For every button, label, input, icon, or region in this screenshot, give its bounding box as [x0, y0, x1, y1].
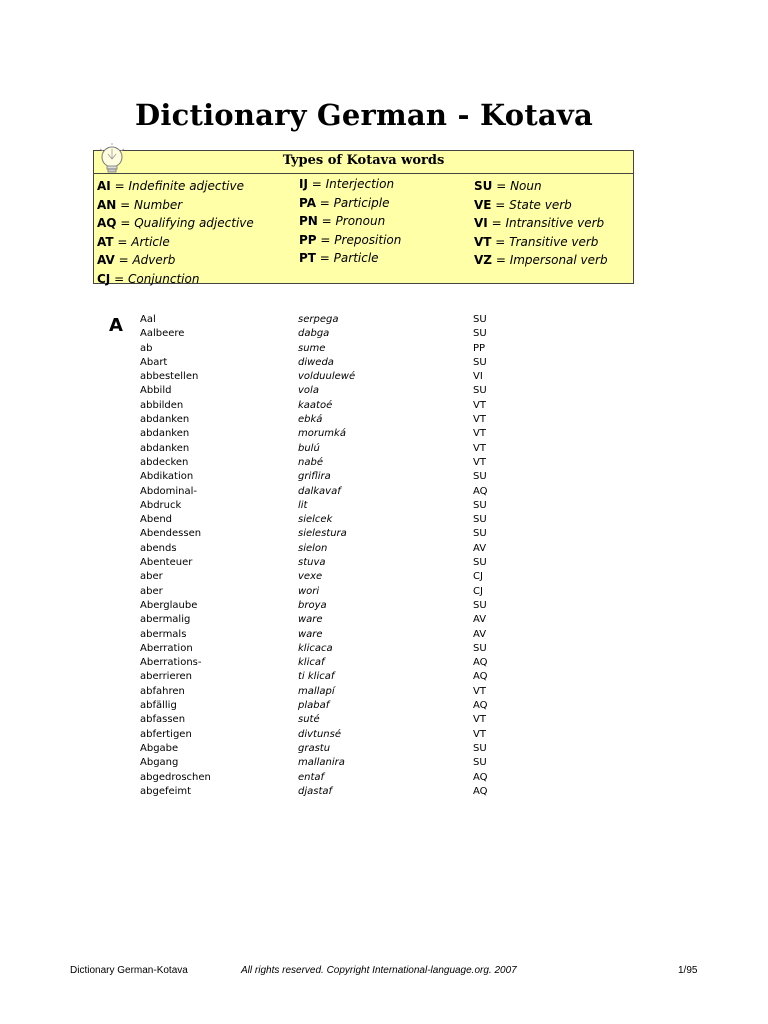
legend-item: AQ = Qualifying adjective	[97, 216, 254, 230]
footer-document-title: Dictionary German-Kotava	[70, 965, 188, 976]
kotava-word: griflira	[298, 471, 331, 483]
german-word: Abendessen	[140, 528, 202, 540]
german-word: abermals	[140, 628, 187, 640]
word-type: SU	[473, 599, 487, 611]
kotava-word: sielcek	[298, 514, 333, 526]
kotava-word: diweda	[298, 356, 334, 368]
word-type: VT	[473, 685, 486, 697]
kotava-word: bulú	[298, 442, 320, 454]
legend-item: AV = Adverb	[97, 253, 176, 267]
legend-item: PT = Particle	[299, 251, 379, 265]
kotava-word: volduulewé	[298, 371, 356, 383]
german-word: abfahren	[140, 685, 185, 697]
german-word: ab	[140, 342, 153, 354]
word-type: SU	[473, 314, 487, 325]
german-word: Aalbeere	[140, 328, 185, 340]
german-word: abbilden	[140, 399, 184, 411]
german-word: Aberrations-	[140, 657, 202, 669]
word-type: SU	[473, 642, 487, 654]
word-type: AQ	[473, 671, 488, 683]
german-word: abdanken	[140, 442, 190, 454]
kotava-word: vola	[298, 385, 319, 397]
german-word: abfertigen	[140, 728, 192, 740]
legend-item: AI = Indefinite adjective	[97, 179, 244, 193]
kotava-word: ware	[298, 628, 323, 640]
word-type: VT	[473, 399, 486, 411]
german-word: aber	[140, 585, 163, 597]
word-type: SU	[473, 514, 487, 526]
legend-heading: Types of Kotava words	[94, 151, 633, 174]
word-type: SU	[473, 528, 487, 540]
word-type: AQ	[473, 485, 488, 497]
legend-column-2	[299, 175, 401, 268]
kotava-word: lit	[298, 499, 308, 511]
german-word: Abgang	[140, 757, 179, 769]
kotava-word: dalkavaf	[298, 485, 341, 497]
word-type: SU	[473, 356, 487, 368]
legend-item: AN = Number	[97, 197, 183, 212]
kotava-word: sume	[298, 342, 326, 354]
german-word: Aberglaube	[140, 599, 198, 611]
word-type: AQ	[473, 657, 488, 669]
german-word: abbestellen	[140, 371, 199, 383]
kotava-word: broya	[298, 599, 327, 611]
kotava-word: ware	[298, 614, 323, 626]
word-type: PP	[473, 342, 486, 354]
word-type: VT	[473, 456, 486, 468]
section-letter: A	[109, 315, 123, 336]
german-word: Abgabe	[140, 742, 179, 754]
german-word: abgedroschen	[140, 771, 211, 783]
german-word: Abenteuer	[140, 557, 193, 569]
german-word: abgefeimt	[140, 785, 192, 797]
kotava-word: djastaf	[298, 785, 333, 797]
kotava-word: suté	[298, 714, 320, 726]
kotava-word: ebká	[298, 414, 323, 426]
kotava-word: morumká	[298, 428, 346, 440]
kotava-word: serpega	[298, 314, 339, 325]
kotava-word: plabaf	[298, 700, 330, 712]
word-type: SU	[473, 742, 487, 754]
kotava-word: divtunsé	[298, 728, 342, 740]
word-type: SU	[473, 328, 487, 340]
word-types-legend	[93, 150, 634, 284]
german-word: Abdominal-	[140, 485, 198, 497]
german-word: abermalig	[140, 614, 191, 626]
kotava-word: sielestura	[298, 528, 347, 540]
word-type: SU	[473, 471, 487, 483]
word-type: AQ	[473, 771, 488, 783]
word-type: SU	[473, 557, 487, 569]
legend-item: CJ = Conjunction	[97, 271, 200, 286]
word-type: AQ	[473, 785, 488, 797]
word-type: SU	[473, 385, 487, 397]
page-title: Dictionary German - Kotava	[135, 98, 593, 132]
legend-item: PA = Participle	[299, 195, 390, 210]
german-word: abdanken	[140, 428, 190, 440]
word-type: AQ	[473, 700, 488, 712]
word-type: VT	[473, 728, 486, 740]
kotava-word: vexe	[298, 571, 323, 583]
word-type: SU	[473, 499, 487, 511]
kotava-word: nabé	[298, 456, 323, 468]
legend-item: VE = State verb	[474, 197, 572, 212]
german-word: abdanken	[140, 414, 190, 426]
german-word: Abdruck	[140, 499, 182, 511]
legend-column-3	[474, 177, 608, 270]
word-type: VT	[473, 442, 486, 454]
german-word: Abdikation	[140, 471, 194, 483]
german-word: Abbild	[140, 385, 172, 397]
word-type: AV	[473, 628, 487, 640]
kotava-word: mallanira	[298, 757, 345, 769]
legend-column-1	[97, 177, 254, 288]
german-word: abfassen	[140, 714, 186, 726]
legend-item: PN = Pronoun	[299, 214, 386, 228]
legend-item: IJ = Interjection	[299, 177, 395, 191]
kotava-word: kaatoé	[298, 399, 333, 411]
footer-page-number: 1/95	[678, 965, 698, 976]
word-type: VI	[473, 371, 483, 383]
kotava-word: mallapí	[298, 685, 335, 697]
word-type: VT	[473, 414, 486, 426]
german-word: abends	[140, 542, 177, 554]
kotava-word: sielon	[298, 542, 328, 554]
word-type: CJ	[473, 571, 483, 583]
german-word: Abart	[140, 356, 168, 368]
german-word: abdecken	[140, 456, 189, 468]
german-word: Aberration	[140, 642, 193, 654]
legend-item: PP = Preposition	[299, 232, 402, 247]
german-word: Abend	[140, 514, 173, 526]
word-type: CJ	[473, 585, 483, 597]
legend-item: VT = Transitive verb	[474, 234, 599, 249]
word-type: AV	[473, 542, 487, 554]
kotava-word: klicaca	[298, 642, 333, 654]
word-type: VT	[473, 428, 486, 440]
legend-item: AT = Article	[97, 234, 170, 249]
word-type: SU	[473, 757, 487, 769]
german-word: aber	[140, 571, 163, 583]
kotava-word: grastu	[298, 742, 331, 754]
kotava-word: klicaf	[298, 657, 325, 669]
word-type: VT	[473, 714, 486, 726]
legend-item: SU = Noun	[474, 179, 542, 193]
kotava-word: ti klicaf	[298, 671, 335, 683]
legend-item: VI = Intransitive verb	[474, 216, 605, 230]
kotava-word: dabga	[298, 328, 330, 340]
kotava-word: wori	[298, 585, 320, 597]
german-word: aberrieren	[140, 671, 192, 683]
german-word: Aal	[140, 314, 156, 325]
kotava-word: stuva	[298, 557, 326, 569]
footer-copyright: All rights reserved. Copyright International-language.org. 2007	[241, 965, 517, 976]
legend-item: VZ = Impersonal verb	[474, 253, 608, 267]
german-word: abfällig	[140, 700, 177, 712]
word-type: AV	[473, 614, 487, 626]
kotava-word: entaf	[298, 771, 325, 783]
